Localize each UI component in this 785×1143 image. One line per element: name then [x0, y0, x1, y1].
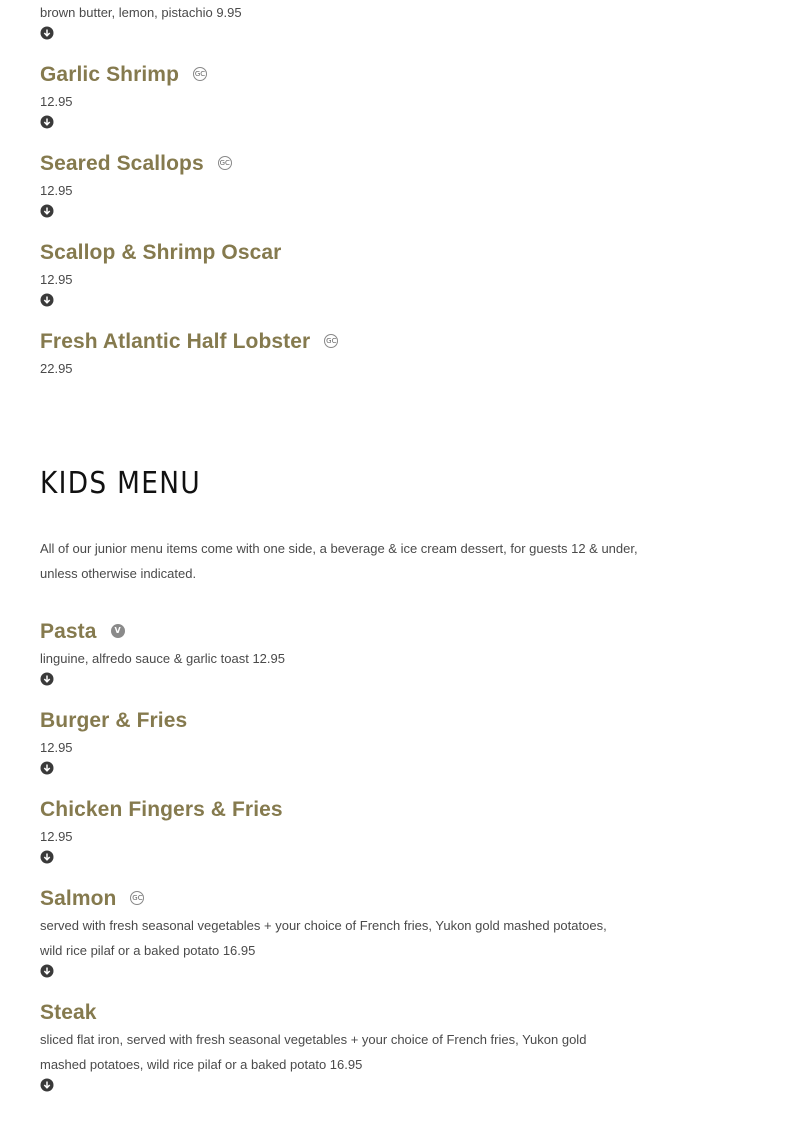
menu-item-seared-scallops — [40, 151, 232, 177]
vegetarian-icon: V — [111, 624, 125, 638]
menu-item-pasta — [40, 619, 125, 645]
expand-arrow-icon[interactable] — [40, 761, 54, 775]
menu-item-description-line1: sliced flat iron, served with fresh seasonal vegetables + your choice of French fries, Yukon gold — [40, 1032, 587, 1047]
gluten-conscious-icon: GC — [218, 156, 232, 170]
expand-arrow-icon[interactable] — [40, 293, 54, 307]
kids-menu-intro-line1: All of our junior menu items come with one side, a beverage & ice cream dessert, for guests 12 & under, — [40, 541, 638, 556]
menu-item-price: 12.95 — [40, 183, 73, 198]
menu-item-burger-fries — [40, 708, 187, 734]
menu-item-description-line1: served with fresh seasonal vegetables + your choice of French fries, Yukon gold mashed potatoes, — [40, 918, 607, 933]
expand-arrow-icon[interactable] — [40, 964, 54, 978]
expand-arrow-icon[interactable] — [40, 672, 54, 686]
menu-item-price: 12.95 — [40, 740, 73, 755]
menu-item-description-line2: mashed potatoes, wild rice pilaf or a baked potato 16.95 — [40, 1057, 363, 1072]
menu-item-description: brown butter, lemon, pistachio 9.95 — [40, 5, 242, 20]
menu-item-description-line2: wild rice pilaf or a baked potato 16.95 — [40, 943, 256, 958]
menu-item-title: Seared Scallops — [40, 152, 204, 175]
menu-item-title: Burger & Fries — [40, 709, 188, 732]
gluten-conscious-icon: GC — [193, 67, 207, 81]
menu-item-title: Scallop & Shrimp Oscar — [40, 241, 282, 264]
expand-arrow-icon[interactable] — [40, 204, 54, 218]
menu-item-chicken-fingers — [40, 797, 283, 823]
menu-item-title: Chicken Fingers & Fries — [40, 798, 283, 821]
menu-item-price: 12.95 — [40, 94, 73, 109]
expand-arrow-icon[interactable] — [40, 1078, 54, 1092]
expand-arrow-icon[interactable] — [40, 115, 54, 129]
kids-menu-intro-line2: unless otherwise indicated. — [40, 566, 197, 581]
expand-arrow-icon[interactable] — [40, 850, 54, 864]
menu-item-half-lobster — [40, 329, 338, 355]
menu-item-steak — [40, 1000, 97, 1026]
gluten-conscious-icon: GC — [130, 891, 144, 905]
section-title-kids-menu: KIDS MENU — [40, 466, 201, 501]
menu-item-price: 12.95 — [40, 829, 73, 844]
menu-item-title: Fresh Atlantic Half Lobster — [40, 330, 311, 353]
menu-item-title: Steak — [40, 1001, 97, 1024]
menu-item-price: 12.95 — [40, 272, 73, 287]
menu-item-salmon — [40, 886, 144, 912]
menu-item-title: Garlic Shrimp — [40, 63, 180, 86]
menu-item-price: 22.95 — [40, 361, 73, 376]
menu-item-scallop-shrimp-oscar — [40, 240, 281, 266]
expand-arrow-icon[interactable] — [40, 26, 54, 40]
menu-item-title: Salmon — [40, 887, 117, 910]
menu-item-description: linguine, alfredo sauce & garlic toast 12.95 — [40, 651, 285, 666]
menu-item-title: Pasta — [40, 620, 97, 643]
menu-item-garlic-shrimp — [40, 62, 207, 88]
gluten-conscious-icon: GC — [324, 334, 338, 348]
